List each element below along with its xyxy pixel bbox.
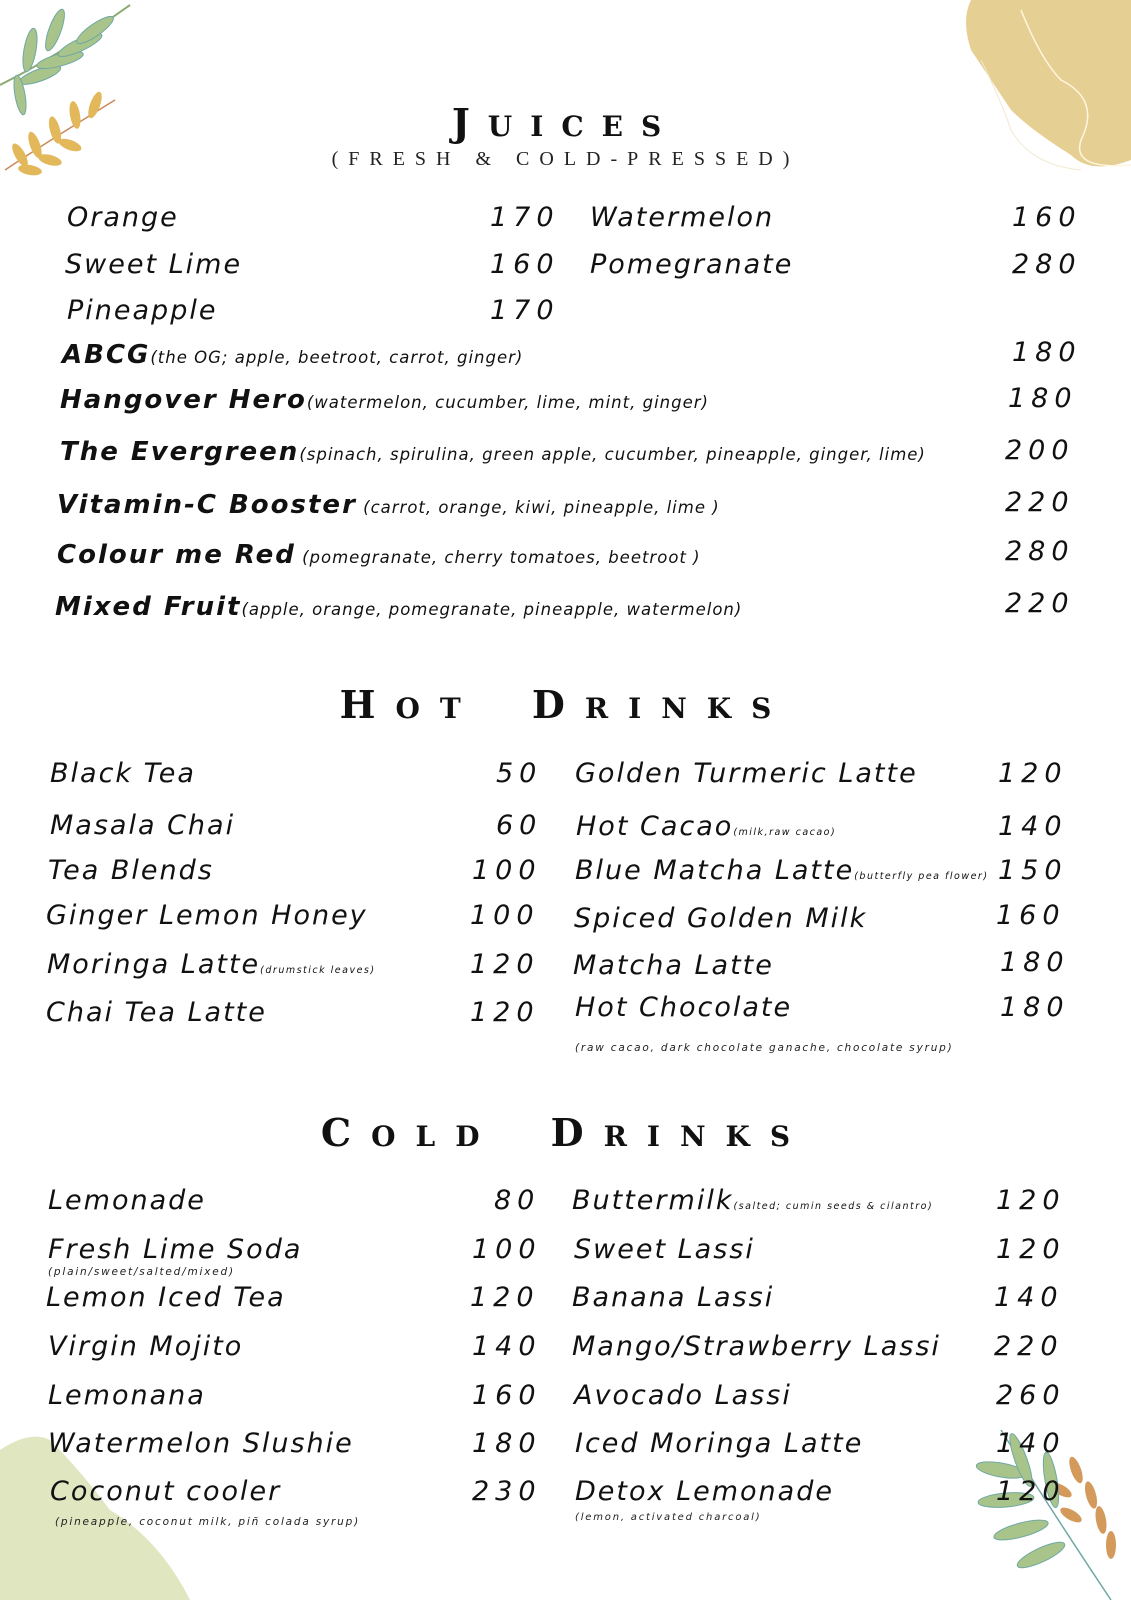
menu-item: Watermelon [590, 202, 775, 233]
item-price: 220 [994, 1331, 1064, 1362]
signature-juice: ABCG(the OG; apple, beetroot, carrot, ginger) [62, 340, 524, 370]
item-price: 180 [1000, 992, 1070, 1023]
item-price: 140 [994, 1282, 1064, 1313]
menu-item: Iced Moringa Latte [575, 1428, 864, 1459]
item-price: 120 [470, 949, 540, 980]
item-price: 160 [490, 249, 560, 280]
item-price: 220 [1005, 588, 1075, 619]
item-price: 180 [1000, 947, 1070, 978]
item-price: 100 [470, 900, 540, 931]
item-price: 120 [470, 1282, 540, 1313]
item-price: 180 [1012, 337, 1082, 368]
item-price: 150 [998, 855, 1068, 886]
item-price: 170 [490, 295, 560, 326]
item-price: 170 [490, 202, 560, 233]
item-price: 60 [496, 810, 543, 841]
menu-item: Matcha Latte [573, 950, 774, 981]
menu-item: Blue Matcha Latte(butterfly pea flower) [575, 855, 989, 886]
menu-item: Lemonade [48, 1185, 206, 1216]
hot-drinks-title: HOT DRINKS [339, 682, 792, 727]
menu-item: Sweet Lime [65, 249, 243, 280]
menu-item: Hot Chocolate [575, 992, 793, 1023]
item-price: 160 [1012, 202, 1082, 233]
menu-item: Golden Turmeric Latte [575, 758, 918, 789]
item-price: 120 [996, 1234, 1066, 1265]
item-note: (lemon, activated charcoal) [575, 1512, 762, 1523]
item-price: 280 [1012, 249, 1082, 280]
item-price: 180 [1008, 383, 1078, 414]
menu-item: Banana Lassi [572, 1282, 775, 1313]
menu-item: Tea Blends [48, 855, 214, 886]
item-note: (pineapple, coconut milk, piñ colada syrup) [55, 1516, 360, 1528]
item-price: 180 [472, 1428, 542, 1459]
menu-item: Sweet Lassi [574, 1234, 755, 1265]
menu-item: Orange [67, 202, 179, 233]
item-price: 120 [998, 758, 1068, 789]
menu-item: Detox Lemonade [575, 1476, 834, 1507]
menu-item: Virgin Mojito [48, 1331, 244, 1362]
signature-juice: Vitamin-C Booster (carrot, orange, kiwi, pineapple, lime ) [57, 490, 720, 520]
item-price: 220 [1005, 487, 1075, 518]
menu-item: Hot Cacao(milk,raw cacao) [576, 811, 837, 842]
cold-drinks-title: COLD DRINKS [320, 1110, 811, 1155]
menu-item: Mango/Strawberry Lassi [572, 1331, 941, 1362]
menu-item: Pomegranate [590, 249, 794, 280]
menu-item: Buttermilk(salted; cumin seeds & cilantro) [572, 1185, 934, 1216]
item-price: 50 [496, 758, 543, 789]
menu-item: Lemonana [48, 1380, 206, 1411]
menu-item: Moringa Latte(drumstick leaves) [47, 949, 376, 980]
menu-item: Fresh Lime Soda [48, 1234, 303, 1265]
signature-juice: The Evergreen(spinach, spirulina, green apple, cucumber, pineapple, ginger, lime) [60, 437, 926, 467]
item-price: 280 [1005, 536, 1075, 567]
menu-item: Masala Chai [50, 810, 236, 841]
menu-item: Lemon Iced Tea [46, 1282, 286, 1313]
item-price: 80 [494, 1185, 541, 1216]
item-note: (plain/sweet/salted/mixed) [48, 1266, 235, 1278]
signature-juice: Colour me Red (pomegranate, cherry tomatoes, beetroot ) [57, 540, 701, 570]
juices-title: JUICES [451, 100, 680, 145]
item-price: 100 [472, 1234, 542, 1265]
item-price: 260 [996, 1380, 1066, 1411]
item-price: 230 [472, 1476, 542, 1507]
menu-item: Coconut cooler [50, 1476, 282, 1507]
menu-item: Chai Tea Latte [46, 997, 267, 1028]
item-price: 200 [1005, 435, 1075, 466]
item-price: 120 [996, 1185, 1066, 1216]
signature-juice: Hangover Hero(watermelon, cucumber, lime, mint, ginger) [60, 385, 709, 415]
menu-item: Watermelon Slushie [48, 1428, 354, 1459]
item-price: 140 [472, 1331, 542, 1362]
menu-item: Avocado Lassi [574, 1380, 792, 1411]
item-price: 160 [996, 900, 1066, 931]
menu-item: Spiced Golden Milk [574, 903, 868, 934]
juices-subtitle: (FRESH & COLD-PRESSED) [331, 148, 800, 170]
item-price: 160 [472, 1380, 542, 1411]
menu-item: Pineapple [67, 295, 218, 326]
item-price: 140 [996, 1428, 1066, 1459]
item-price: 140 [998, 811, 1068, 842]
signature-juice: Mixed Fruit(apple, orange, pomegranate, pineapple, watermelon) [55, 592, 743, 622]
menu-item: Ginger Lemon Honey [46, 900, 368, 931]
item-price: 120 [470, 997, 540, 1028]
item-price: 100 [472, 855, 542, 886]
item-note: (raw cacao, dark chocolate ganache, chocolate syrup) [575, 1042, 954, 1054]
menu-item: Black Tea [50, 758, 196, 789]
item-price: 120 [996, 1476, 1066, 1507]
